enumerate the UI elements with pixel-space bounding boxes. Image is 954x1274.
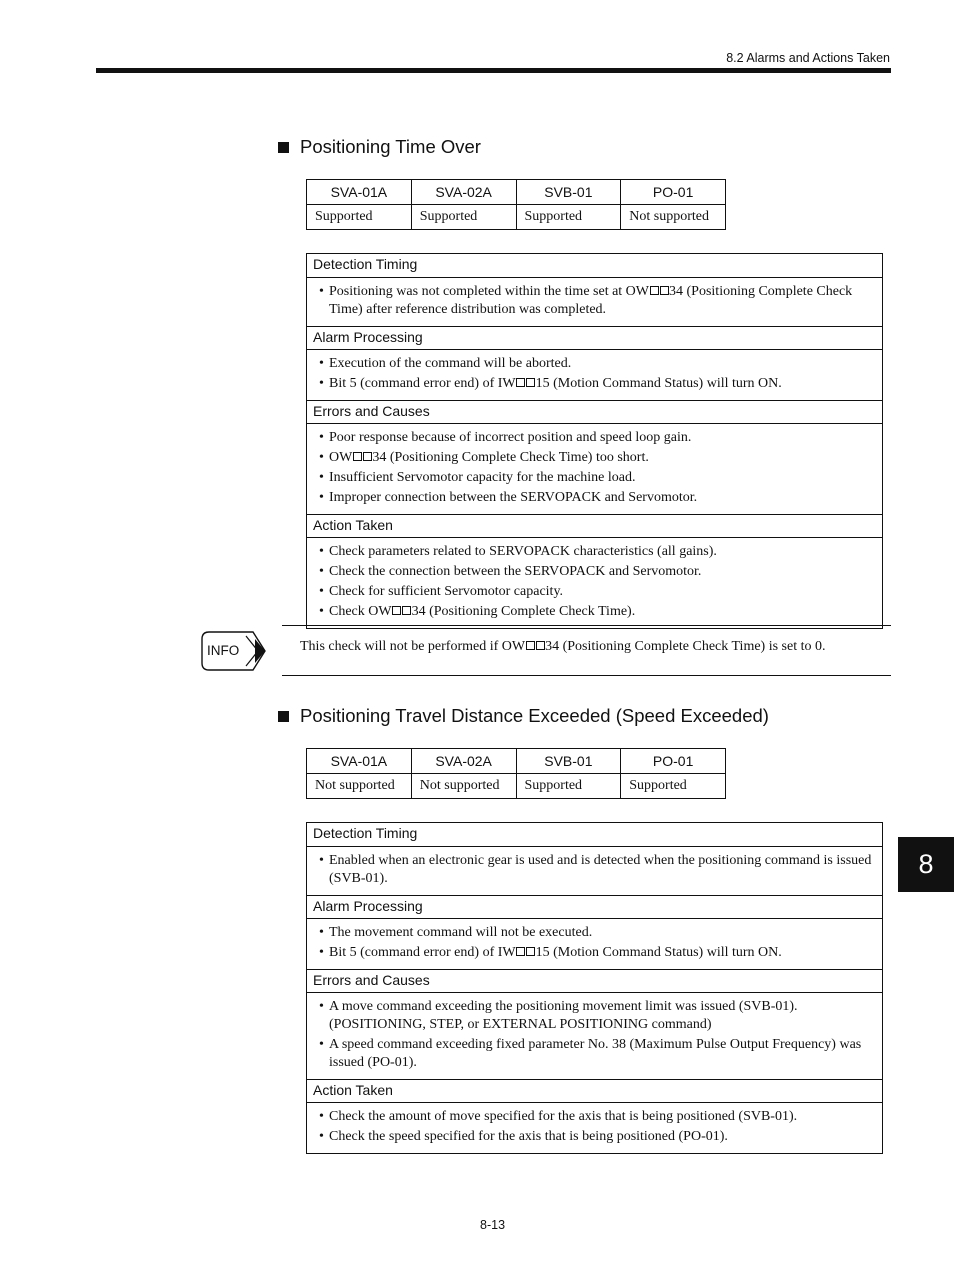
errors-and-causes-content	[307, 993, 882, 1079]
detection-timing-label: Detection Timing	[307, 823, 882, 847]
text: OW	[329, 450, 353, 465]
support-header-cell: SVB-01	[516, 749, 621, 774]
support-table-value-row	[307, 774, 726, 799]
support-value-cell: Supported	[516, 205, 621, 230]
info-note-bottom-rule	[282, 675, 891, 676]
support-header-cell: SVA-01A	[307, 180, 412, 205]
placeholder-square-icon	[526, 378, 535, 387]
list-item: • The movement command will not be executed.	[319, 924, 874, 942]
info-note-text	[300, 639, 826, 655]
section-heading-positioning-time-over	[278, 136, 481, 158]
list-item: • Check for sufficient Servomotor capacity.	[319, 583, 874, 601]
list-item: • Enabled when an electronic gear is used and is detected when the positioning command is issued (SVB-01).	[319, 852, 874, 888]
placeholder-square-icon	[353, 452, 362, 461]
support-header-cell: SVB-01	[516, 180, 621, 205]
support-header-cell: SVA-02A	[411, 180, 516, 205]
placeholder-square-icon	[526, 947, 535, 956]
text: 15 (Motion Command Status) will turn ON.	[535, 376, 782, 391]
text: 15 (Motion Command Status) will turn ON.	[535, 945, 782, 960]
placeholder-square-icon	[392, 606, 401, 615]
placeholder-square-icon	[650, 286, 659, 295]
placeholder-square-icon	[402, 606, 411, 615]
alarm-info-box	[306, 822, 883, 1154]
list-item: • Execution of the command will be aborted.	[319, 355, 874, 373]
placeholder-square-icon	[516, 947, 525, 956]
support-value-cell: Supported	[516, 774, 621, 799]
support-value-cell: Supported	[621, 774, 726, 799]
support-table-value-row	[307, 205, 726, 230]
section-title: Positioning Travel Distance Exceeded (Speed Exceeded)	[300, 705, 769, 726]
support-header-cell: PO-01	[621, 180, 726, 205]
list-item: • Check the connection between the SERVOPACK and Servomotor.	[319, 563, 874, 581]
alarm-processing-label: Alarm Processing	[307, 326, 882, 350]
header-rule	[96, 68, 891, 73]
info-note-top-rule	[282, 625, 891, 626]
support-value-cell: Supported	[307, 205, 412, 230]
errors-and-causes-label: Errors and Causes	[307, 969, 882, 993]
action-taken-content	[307, 538, 882, 628]
support-header-cell: PO-01	[621, 749, 726, 774]
action-taken-label: Action Taken	[307, 514, 882, 538]
list-item	[319, 944, 874, 962]
text: 34 (Positioning Complete Check Time).	[411, 604, 636, 619]
support-value-cell: Not supported	[307, 774, 412, 799]
alarm-processing-content	[307, 350, 882, 400]
support-table	[306, 748, 726, 799]
errors-and-causes-content	[307, 424, 882, 514]
square-bullet-icon	[278, 711, 289, 722]
support-header-cell: SVA-02A	[411, 749, 516, 774]
support-value-cell: Not supported	[621, 205, 726, 230]
text: Check OW	[329, 604, 392, 619]
chapter-tab: 8	[898, 837, 954, 892]
placeholder-square-icon	[536, 641, 545, 650]
placeholder-square-icon	[516, 378, 525, 387]
list-item	[319, 603, 874, 621]
list-item	[319, 449, 874, 467]
detection-timing-content	[307, 847, 882, 895]
text: 34 (Positioning Complete Check Time) too short.	[372, 450, 649, 465]
support-header-cell: SVA-01A	[307, 749, 412, 774]
list-item: • Check parameters related to SERVOPACK characteristics (all gains).	[319, 543, 874, 561]
support-value-cell: Not supported	[411, 774, 516, 799]
list-item: • Insufficient Servomotor capacity for the machine load.	[319, 469, 874, 487]
list-item: • Check the amount of move specified for the axis that is being positioned (SVB-01).	[319, 1108, 874, 1126]
text: Positioning was not completed within the time set at OW	[329, 284, 650, 299]
text: This check will not be performed if OW	[300, 639, 526, 654]
alarm-processing-content	[307, 919, 882, 969]
list-item: • A speed command exceeding fixed parameter No. 38 (Maximum Pulse Output Frequency) was issued (PO-01).	[319, 1036, 874, 1072]
action-taken-content	[307, 1103, 882, 1153]
text: 34 (Positioning Complete Check Time) after reference distribution was completed.	[329, 284, 853, 317]
list-item: • A move command exceeding the positioning movement limit was issued (SVB-01). (POSITIONING, STEP, or EXTERNAL POSITIONING command)	[319, 998, 874, 1034]
placeholder-square-icon	[660, 286, 669, 295]
text: Bit 5 (command error end) of IW	[329, 945, 516, 960]
detection-timing-label: Detection Timing	[307, 254, 882, 278]
detection-timing-content	[307, 278, 882, 326]
list-item: • Poor response because of incorrect position and speed loop gain.	[319, 429, 874, 447]
support-table-header-row	[307, 180, 726, 205]
support-table-header-row	[307, 749, 726, 774]
list-item: • Improper connection between the SERVOPACK and Servomotor.	[319, 489, 874, 507]
list-item	[319, 375, 874, 393]
text: 34 (Positioning Complete Check Time) is set to 0.	[545, 639, 826, 654]
section-heading-travel-distance-exceeded	[278, 705, 769, 727]
action-taken-label: Action Taken	[307, 1079, 882, 1103]
alarm-processing-label: Alarm Processing	[307, 895, 882, 919]
placeholder-square-icon	[526, 641, 535, 650]
list-item	[319, 283, 874, 319]
alarm-info-box	[306, 253, 883, 629]
info-badge-label: INFO	[207, 643, 240, 658]
list-item: • Check the speed specified for the axis that is being positioned (PO-01).	[319, 1128, 874, 1146]
running-header: 8.2 Alarms and Actions Taken	[726, 51, 890, 65]
errors-and-causes-label: Errors and Causes	[307, 400, 882, 424]
page-number: 8-13	[480, 1218, 506, 1232]
text: Bit 5 (command error end) of IW	[329, 376, 516, 391]
square-bullet-icon	[278, 142, 289, 153]
support-value-cell: Supported	[411, 205, 516, 230]
section-title: Positioning Time Over	[300, 136, 481, 157]
support-table	[306, 179, 726, 230]
placeholder-square-icon	[363, 452, 372, 461]
